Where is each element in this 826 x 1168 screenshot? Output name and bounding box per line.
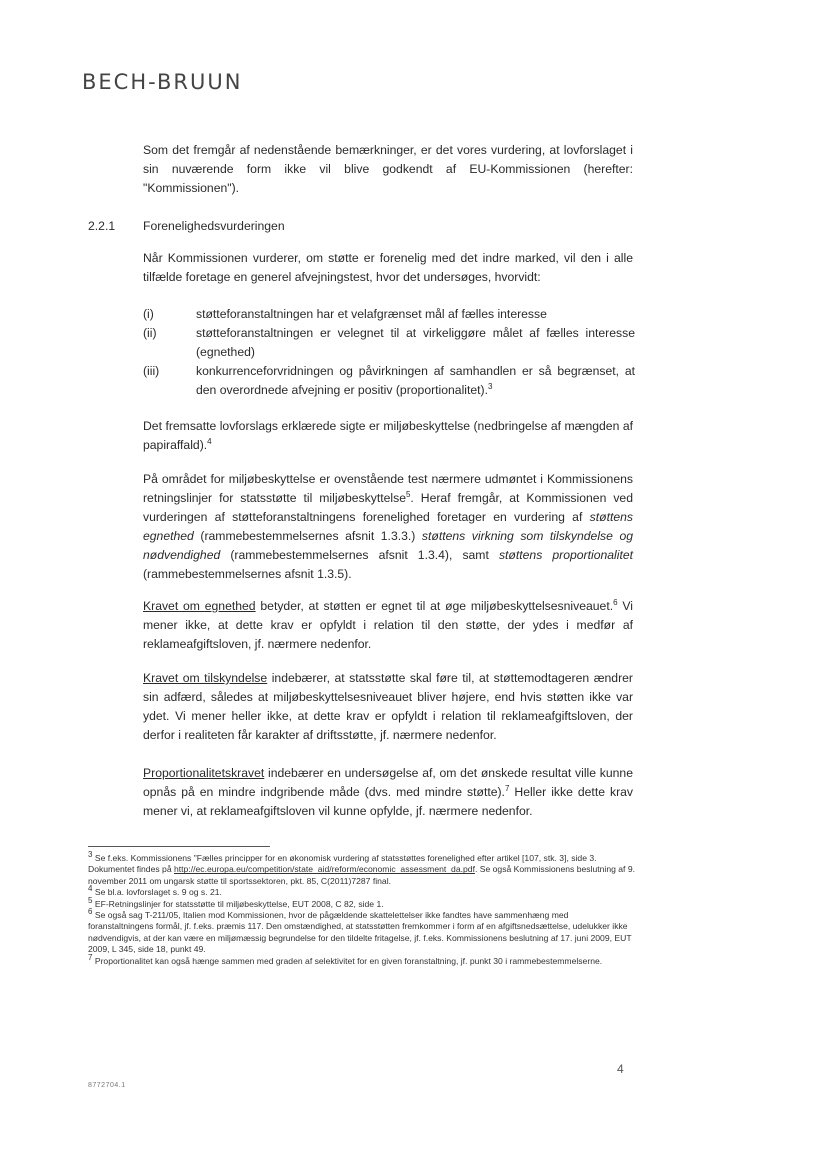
paragraph-6: Proportionalitetskravet indebærer en undersøgelse af, om det ønskede resultat ville kunne opnås på en mindre indgribende måde (dvs. med mindre støtte).$^7$ Heller ikke dette krav mener vi, at reklameafgiftsloven vil kunne opfylde, jf. nærmere nedenfor. [143,766,633,818]
list-item [143,324,635,362]
company-logo: BECH-BRUUN [82,70,243,94]
footnote-link[interactable]: http://ec.europa.eu/competition/state_aid/reform/economic_assessment_da.pdf [174,864,475,875]
section-number: 2.2.1 [88,219,116,233]
footnote: $^7$ Proportionalitet kan også hænge sammen med graden af selektivitet for en given foranstaltning, jf. punkt 30 i rammebestemmelserne. [88,952,603,966]
list-item [143,305,635,324]
list-item-text: konkurrenceforvridningen og påvirkningen af samhandlen er så begrænset, at den overordnede afvejning er positiv (proportionalitet).$^3$ [196,364,635,397]
footnote: $^4$ Se bl.a. lovforslaget s. 9 og s. 21. [88,884,222,898]
footnote: $^5$ EF-Retningslinjer for statsstøtte til miljøbeskyttelse, EUT 2008, C 82, side 1. [88,895,384,909]
section-title: Forenelighedsvurderingen [143,219,285,233]
paragraph-4: Kravet om egnethed betyder, at støtten er egnet til at øge miljøbeskyttelsesniveauet.$^6$ Vi mener ikke, at dette krav er opfyldt i relation til den støtte, der ydes i medfør af reklameafgiftsloven, jf. nærmere nedenfor. [143,597,633,651]
list-item-text: støtteforanstaltningen har et velafgrænset mål af fælles interesse [196,307,547,321]
paragraph-1: Når Kommissionen vurderer, om støtte er forenelig med det indre marked, vil den i alle tilfælde foretage en generel afvejningstest, hvor det undersøges, hvorvidt: [143,251,633,284]
underlined-term: Kravet om egnethed [143,599,256,613]
criteria-list [143,305,635,400]
page-number: 4 [617,1062,624,1076]
footnote-ref[interactable]: 5 [405,489,411,499]
paragraph-5: Kravet om tilskyndelse indebærer, at statsstøtte skal føre til, at støttemodtageren ændrer sin adfærd, således at miljøbeskyttelsesniveauet bliver højere, end hvis støtten ikke var ydet. Vi mener heller ikke, at dette krav er opfyldt i relation til reklameafgiftsloven, der derfor i realiteten får karakter af driftsstøtte, jf. nærmere nedenfor. [143,671,633,742]
footnote-ref[interactable]: 3 [488,381,493,391]
footnotes [88,850,636,967]
footnote-ref[interactable]: 7 [504,783,510,793]
list-item-number: (ii) [143,326,157,340]
underlined-term: Kravet om tilskyndelse [143,671,268,685]
list-item [143,362,635,400]
footnote: $^3$ Se f.eks. Kommissionens "Fælles principper for en økonomisk vurdering af statsstøttes forenelighed efter artikel [107, stk. 3], side 3. Dokumentet findes på http://ec.europa.eu/competition/state_aid/reform/economic_assessment_da.pdf. Se også Kommissionens beslutning af 9. november 2011 om ungarsk støtte til sportssektoren, pkt. 85, C(2011)7287 final. [88,850,635,886]
footnote-ref[interactable]: 6 [613,597,618,607]
list-item-number: (iii) [143,364,160,378]
intro-paragraph: Som det fremgår af nedenstående bemærkninger, er det vores vurdering, at lovforslaget i sin nuværende form ikke vil blive godkendt af EU-Kommissionen (herefter: "Kommissionen"). [143,143,633,195]
list-item-number: (i) [143,307,154,321]
list-item-text: støtteforanstaltningen er velegnet til at virkeliggøre målet af fælles interesse (egnethed) [196,326,635,359]
footnote-divider [88,846,270,847]
underlined-term: Proportionalitetskravet [143,766,265,780]
paragraph-3: På området for miljøbeskyttelse er ovenstående test nærmere udmøntet i Kommissionens retningslinjer for statsstøtte til miljøbeskyttelse$^5$. Heraf fremgår, at Kommissionen ved vurderingen af støtteforanstaltningens forenelighed foretager en vurdering af støttens egnethed (rammebestemmelsernes afsnit 1.3.3.) støttens virkning som tilskyndelse og nødvendighed (rammebestemmelsernes afsnit 1.3.4), samt støttens proportionalitet (rammebestemmelsernes afsnit 1.3.5). [143,472,634,581]
paragraph-2: Det fremsatte lovforslags erklærede sigte er miljøbeskyttelse (nedbringelse af mængden af papiraffald).$^4$ [143,419,633,452]
document-id: 8772704.1 [88,1082,126,1089]
footnote: $^6$ Se også sag T-211/05, Italien mod Kommissionen, hvor de pågældende skattelettelser ikke fandtes have sammenhæng med foranstaltningens formål, jf. f.eks. præmis 117. Den omstændighed, at statsstøtten fremkommer i form af en afgiftsnedsættelse, udelukker ikke nødvendigvis, at der kan være en miljømæssig begrundelse for den tildelte fritagelse, jf. f.eks. Kommissionens beslutning af 17. juni 2009, EUT 2009, L 345, side 18, punkt 49. [88,907,632,955]
footnote-ref[interactable]: 4 [207,436,212,446]
